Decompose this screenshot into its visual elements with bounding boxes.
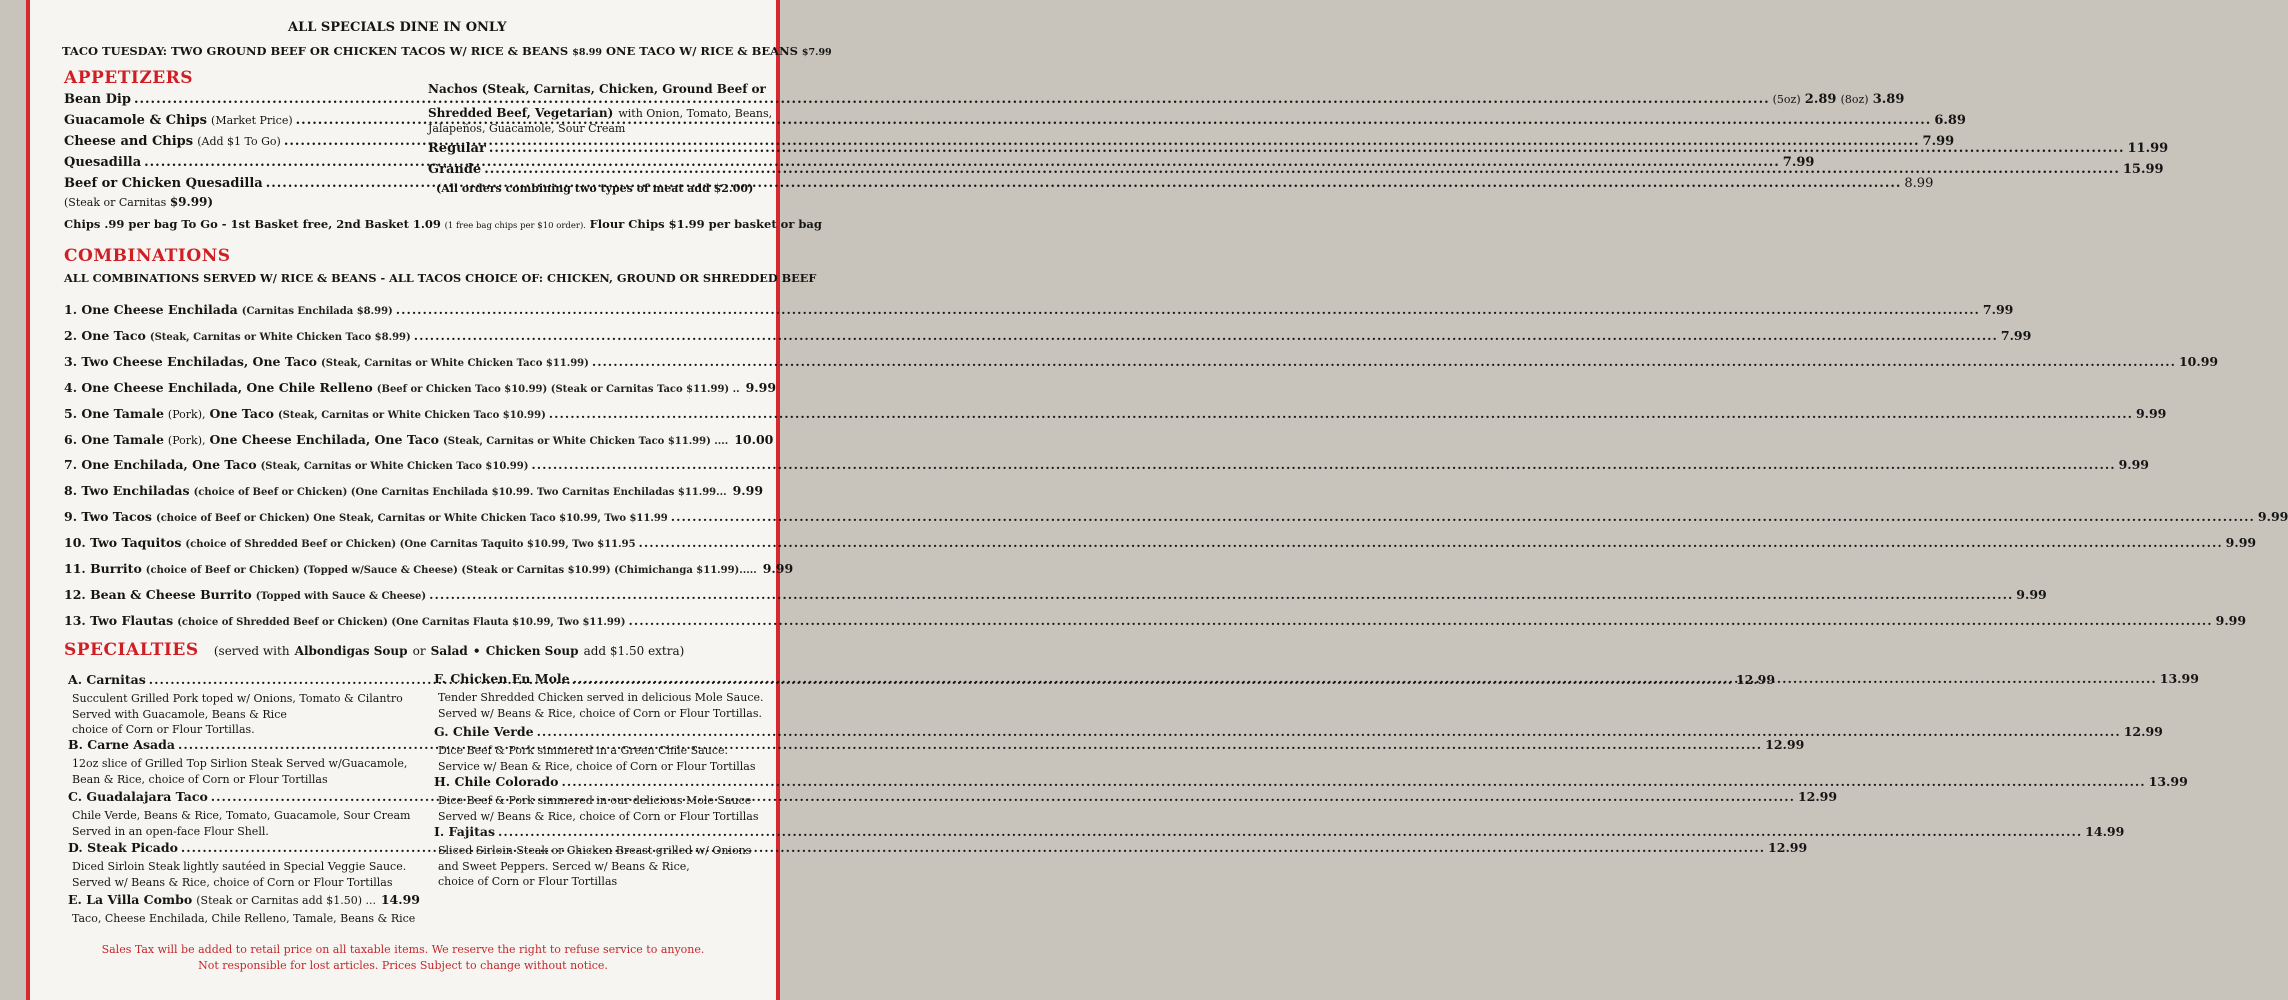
item-price: 7.99 — [1782, 155, 1815, 170]
specialties-sub-d: Salad — [430, 644, 468, 658]
item-note-2: (8oz) — [1840, 93, 1869, 106]
specialty-desc: Succulent Grilled Pork toped w/ Onions, Tomato & Cilantro — [72, 692, 403, 705]
item-note: (Add $1 To Go) — [197, 135, 281, 148]
nachos-with: with Onion, Tomato, Beans, — [618, 107, 773, 120]
specialty-price: 12.99 — [1765, 737, 1805, 752]
combo-row — [64, 457, 2150, 473]
dot-leader — [498, 824, 2082, 839]
item-price: 6.89 — [1934, 113, 1966, 128]
dot-leader — [531, 457, 2115, 472]
dot-leader — [537, 724, 2121, 739]
specialty-desc: Served in an open-face Flour Shell. — [72, 824, 269, 838]
specialty-desc: Dice Beef & Pork simmered in a Green Chile Sauce. — [438, 744, 728, 757]
specialties-sub-b: Albondigas Soup — [294, 644, 408, 658]
specialty-note: (Steak or Carnitas add $1.50) ... — [196, 894, 376, 907]
specialty-name: F. Chicken En Mole — [434, 671, 570, 686]
combo-row — [64, 535, 2257, 551]
dot-leader — [134, 92, 1770, 107]
combo-note: (choice of Beef or Chicken) One Steak, Carnitas or White Chicken Taco $10.99, Two $11.99 — [155, 513, 668, 525]
item-price: 8.99 — [1904, 176, 1934, 191]
combo-note: (Topped with Sauce & Cheese) — [255, 590, 427, 602]
specialty-name: G. Chile Verde — [434, 724, 534, 739]
dot-leader — [181, 840, 1765, 855]
specialty-item — [434, 824, 2125, 839]
combo-note: (choice of Beef or Chicken) (Topped w/Sauce & Cheese) (Steak or Carnitas $10.99) (Chimichanga $11.99)..... — [145, 565, 757, 576]
combo-row — [64, 431, 774, 447]
specialty-item — [434, 724, 2163, 739]
combo-name: 7. One Enchilada, One Taco — [64, 457, 257, 473]
specialty-desc: Chile Verde, Beans & Rice, Tomato, Guacamole, Sour Cream — [72, 809, 411, 822]
dot-leader — [414, 328, 1998, 343]
dot-leader — [628, 613, 2212, 628]
combo-note: (choice of Shredded Beef or Chicken) (One Carnitas Flauta $10.99, Two $11.99) — [177, 616, 626, 628]
specialty-desc: 12oz slice of Grilled Top Sirlion Steak Served w/Guacamole, — [72, 757, 408, 770]
specialty-name: I. Fajitas — [434, 824, 496, 839]
item-note: (5oz) — [1772, 93, 1801, 106]
one-taco-price: $7.99 — [801, 47, 832, 58]
dot-leader — [429, 587, 2013, 602]
dot-leader — [484, 162, 2120, 177]
specialty-name: C. Guadalajara Taco — [68, 789, 208, 804]
specialty-price: 12.99 — [2123, 724, 2163, 739]
specialty-price: 12.99 — [1797, 789, 1838, 804]
combo-row — [64, 586, 2047, 602]
specialties-sub-a: (served with — [213, 644, 290, 658]
combo-note: (choice of Shredded Beef or Chicken) (One Carnitas Taquito $10.99, Two $11.95 — [185, 539, 636, 551]
one-taco-text: ONE TACO W/ RICE & BEANS — [605, 44, 798, 58]
specialty-desc: choice of Corn or Flour Tortillas — [438, 875, 618, 888]
nachos-title: Nachos (Steak, Carnitas, Chicken, Ground Beef or — [428, 82, 766, 96]
specialty-desc: Served w/ Beans & Rice, choice of Corn or Flour Tortillas — [438, 809, 759, 823]
combo-name: 13. Two Flautas — [64, 612, 174, 628]
steak-note-price: $9.99) — [169, 195, 214, 209]
item-note: (Market Price) — [211, 114, 293, 127]
item-name: Cheese and Chips — [64, 134, 194, 149]
combo-price: 9.99 — [2257, 509, 2288, 525]
specialty-name: H. Chile Colorado — [434, 774, 559, 789]
nachos-line-2 — [428, 102, 772, 121]
combo-price: 9.99 — [732, 483, 764, 499]
combo-note: (choice of Beef or Chicken) (One Carnitas Enchilada $10.99. Two Carnitas Enchiladas $11.99... — [193, 487, 727, 499]
specialty-price: 14.99 — [380, 892, 420, 907]
combo-row — [64, 327, 2032, 343]
item-price: 11.99 — [2127, 141, 2169, 156]
combo-note: (Steak, Carnitas or White Chicken Taco $10.99) — [260, 461, 529, 473]
specials-title: ALL SPECIALS DINE IN ONLY — [288, 20, 507, 35]
combo-price: 9.99 — [2118, 457, 2150, 473]
dot-leader — [671, 509, 2255, 524]
specialties-sub-f: add $1.50 extra) — [583, 644, 685, 658]
combo-name: 10. Two Taquitos — [64, 535, 182, 551]
specialties-bullet: • — [472, 644, 481, 658]
specialty-name: A. Carnitas — [68, 672, 146, 687]
chips-small: (1 free bag chips per $10 order). — [444, 221, 586, 231]
dot-leader — [489, 141, 2125, 156]
combo-name: 6. One Tamale — [64, 431, 164, 447]
combo-row — [64, 561, 794, 576]
steak-note-text: (Steak or Carnitas — [64, 196, 167, 209]
dot-leader — [549, 406, 2133, 421]
specialty-name: D. Steak Picado — [68, 840, 178, 855]
combo-row — [64, 379, 777, 395]
combo-row — [64, 405, 2167, 421]
combo-name: 5. One Tamale — [64, 405, 164, 421]
combo-note: (Steak, Carnitas or White Chicken Taco $8.99) — [149, 331, 411, 343]
dot-leader — [396, 302, 1980, 317]
item-name: Guacamole & Chips — [64, 113, 207, 128]
steak-carnitas-note — [64, 195, 213, 209]
combo-price: 7.99 — [2000, 327, 2032, 343]
specialty-price: 12.99 — [1735, 672, 1776, 687]
combo-name-2: One Taco — [209, 405, 274, 421]
combo-price: 9.99 — [2016, 586, 2047, 602]
specialty-desc: Served w/ Beans & Rice, choice of Corn or Flour Tortillas. — [438, 706, 762, 720]
combo-price: 10.00 — [734, 431, 774, 447]
item-price: 15.99 — [2122, 162, 2164, 177]
taco-tuesday-text: TACO TUESDAY: TWO GROUND BEEF OR CHICKEN TACOS W/ RICE & BEANS — [62, 44, 569, 58]
specialty-desc: Served with Guacamole, Beans & Rice — [72, 707, 287, 721]
combo-price: 9.99 — [2215, 612, 2247, 628]
combo-name: 2. One Taco — [64, 327, 146, 343]
combo-name: 8. Two Enchiladas — [64, 483, 190, 499]
specialty-price: 13.99 — [2148, 774, 2188, 789]
dot-leader — [573, 671, 2157, 686]
item-name: Regular — [428, 141, 486, 156]
specialty-item — [434, 774, 2188, 789]
specialty-desc: Sliced Sirloin Steak or Chicken Breast grilled w/ Onions — [438, 844, 752, 857]
footer-line-1: Sales Tax will be added to retail price on all taxable items. We reserve the right to refuse service to anyone. — [101, 943, 705, 956]
combo-note: (Carnitas Enchilada $8.99) — [241, 306, 393, 317]
combo-note: (Beef or Chicken Taco $10.99) (Steak or Carnitas Taco $11.99) .. — [376, 383, 740, 395]
combo-name-2: One Cheese Enchilada, One Taco — [209, 431, 439, 447]
specialties-sub-c: or — [412, 644, 426, 658]
flour-chips: Flour Chips $1.99 per basket or bag — [589, 217, 822, 231]
dot-leader — [639, 535, 2223, 550]
specialty-desc: Dice Beef & Pork simmered in our delicious Mole Sauce — [438, 794, 752, 807]
combo-name: 11. Burrito — [64, 561, 142, 576]
specialties-header — [64, 640, 684, 660]
combo-name: 12. Bean & Cheese Burrito — [64, 586, 252, 602]
combo-name-small: (Pork), — [167, 407, 206, 421]
combinations-heading: COMBINATIONS — [64, 246, 231, 266]
specialties-heading: SPECIALTIES — [64, 640, 199, 660]
specialty-desc: and Sweet Peppers. Serced w/ Beans & Rice, — [438, 859, 690, 873]
combo-name: 4. One Cheese Enchilada, One Chile Relleno — [64, 379, 373, 395]
specialty-desc: Bean & Rice, choice of Corn or Flour Tortillas — [72, 772, 328, 786]
nachos-title-2: Shredded Beef, Vegetarian) — [428, 106, 614, 120]
specialty-desc: Served w/ Beans & Rice, choice of Corn or Flour Tortillas — [72, 875, 393, 889]
nachos-note: (All orders combining two types of meat add $2.00) — [436, 182, 754, 195]
specialty-name: B. Carne Asada — [68, 737, 175, 752]
combo-name-small: (Pork), — [167, 433, 206, 447]
specialty-price: 13.99 — [2159, 671, 2199, 686]
combo-name: 1. One Cheese Enchilada — [64, 302, 238, 317]
chips-line — [64, 217, 822, 231]
combo-row — [64, 302, 2014, 317]
specialty-price: 14.99 — [2085, 824, 2125, 839]
specialties-sub-e: Chicken Soup — [485, 644, 579, 658]
combo-note: (Steak, Carnitas or White Chicken Taco $11.99) — [321, 357, 589, 369]
combo-price: 9.99 — [2225, 535, 2257, 551]
item-name: Grande — [428, 162, 482, 177]
taco-tuesday-line — [62, 44, 832, 58]
combo-price: 7.99 — [1982, 302, 2014, 317]
specialty-name: E. La Villa Combo — [68, 892, 193, 907]
combo-name: 3. Two Cheese Enchiladas, One Taco — [64, 353, 317, 369]
item-name: Quesadilla — [64, 155, 142, 170]
combo-price: 9.99 — [745, 379, 777, 395]
specialty-desc: Taco, Cheese Enchilada, Chile Relleno, Tamale, Beans & Rice — [72, 912, 416, 925]
appetizer-bean-dip — [64, 92, 1905, 107]
chips-text: Chips .99 per bag To Go - 1st Basket free, 2nd Basket 1.09 — [64, 217, 441, 231]
combo-row — [64, 509, 2288, 525]
combinations-subtitle: ALL COMBINATIONS SERVED W/ RICE & BEANS - ALL TACOS CHOICE OF: CHICKEN, GROUND OR SHREDDED BEEF — [64, 271, 817, 285]
combo-price: 9.99 — [2135, 405, 2167, 421]
combo-note: (Steak, Carnitas or White Chicken Taco $11.99) .... — [442, 435, 729, 447]
item-name: Beef or Chicken Quesadilla — [64, 176, 263, 191]
combo-row — [64, 612, 2247, 628]
dot-leader — [562, 774, 2146, 789]
specialty-desc: choice of Corn or Flour Tortillas. — [72, 723, 255, 736]
specialty-desc: Tender Shredded Chicken served in delicious Mole Sauce. — [438, 691, 764, 704]
item-price: 7.99 — [1922, 134, 1955, 149]
combo-price: 10.99 — [2178, 353, 2219, 369]
appetizers-heading: APPETIZERS — [64, 68, 194, 88]
dot-leader — [592, 354, 2176, 369]
taco-tuesday-price: $8.99 — [572, 47, 602, 58]
footer-line-2: Not responsible for lost articles. Prices Subject to change without notice. — [198, 959, 608, 972]
item-price: 2.89 — [1804, 92, 1837, 107]
combo-row — [64, 483, 764, 499]
combo-row — [64, 353, 2219, 369]
item-name: Bean Dip — [64, 92, 131, 107]
combo-price: 9.99 — [762, 561, 794, 576]
dot-leader — [178, 737, 1762, 752]
combo-note: (Steak, Carnitas or White Chicken Taco $10.99) — [277, 409, 546, 421]
menu-page — [26, 0, 2288, 1000]
specialty-desc: Service w/ Bean & Rice, choice of Corn or Flour Tortillas — [438, 759, 756, 773]
nachos-with-2: Jalapeños, Guacamole, Sour Cream — [428, 122, 626, 135]
combo-name: 9. Two Tacos — [64, 509, 152, 525]
specialty-price: 12.99 — [1768, 840, 1808, 855]
item-price-2: 3.89 — [1872, 92, 1905, 107]
specialty-desc: Diced Sirloin Steak lightly sautéed in Special Veggie Sauce. — [72, 860, 407, 873]
specialty-item — [68, 892, 420, 907]
